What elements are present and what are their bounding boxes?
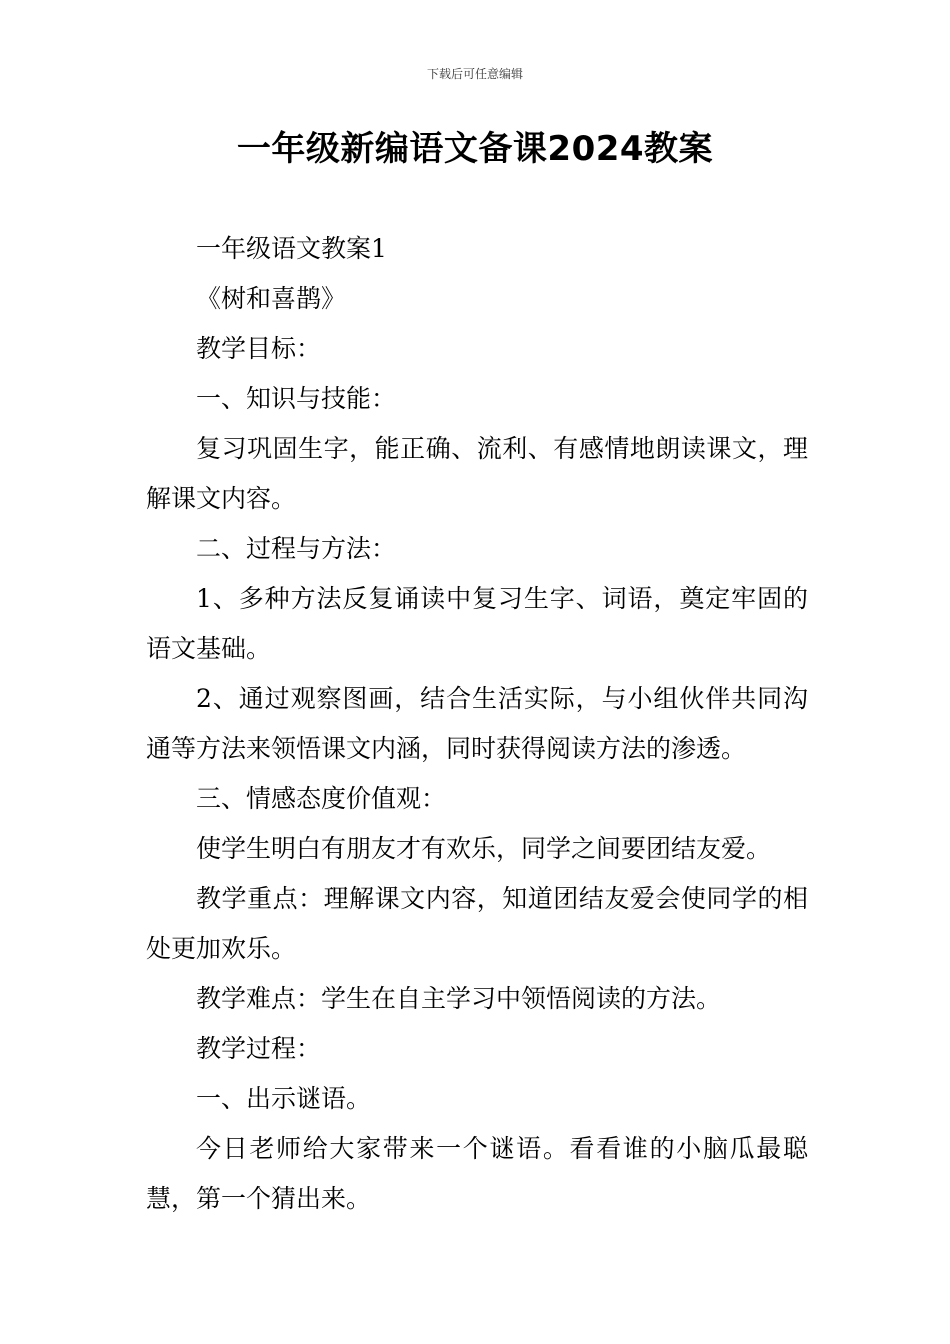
paragraph-lesson-heading: 一年级语文教案1 bbox=[196, 234, 387, 263]
paragraph-lesson-title: 《树和喜鹊》 bbox=[196, 284, 347, 313]
paragraph-key-point: 教学重点：理解课文内容，知道团结友爱会使同学的相处更加欢乐。 bbox=[146, 884, 808, 963]
paragraph-procedure-heading: 教学过程： bbox=[196, 1034, 322, 1063]
header-note: 下载后可任意编辑 bbox=[426, 67, 523, 81]
document-body bbox=[146, 224, 808, 1224]
paragraph-process-item-1: 1、多种方法反复诵读中复习生字、词语，奠定牢固的语文基础。 bbox=[146, 584, 808, 663]
paragraph-objectives-heading: 教学目标： bbox=[196, 334, 322, 363]
paragraph-riddle-text: 今日老师给大家带来一个谜语。看看谁的小脑瓜最聪慧，第一个猜出来。 bbox=[146, 1134, 808, 1213]
paragraph-values-heading: 三、情感态度价值观： bbox=[196, 784, 447, 813]
paragraph-values-text: 使学生明白有朋友才有欢乐，同学之间要团结友爱。 bbox=[196, 834, 772, 863]
paragraph-process-heading: 二、过程与方法： bbox=[196, 534, 397, 563]
paragraph-process-item-2: 2、通过观察图画，结合生活实际，与小组伙伴共同沟通等方法来领悟课文内涵，同时获得阅读方法的渗透。 bbox=[146, 684, 808, 763]
paragraph-knowledge-text: 复习巩固生字，能正确、流利、有感情地朗读课文，理解课文内容。 bbox=[146, 434, 808, 513]
document-title: 一年级新编语文备课2024教案 bbox=[236, 129, 714, 169]
paragraph-knowledge-heading: 一、知识与技能： bbox=[196, 384, 397, 413]
paragraph-riddle-heading: 一、出示谜语。 bbox=[196, 1084, 372, 1113]
paragraph-difficulty: 教学难点：学生在自主学习中领悟阅读的方法。 bbox=[196, 984, 722, 1013]
